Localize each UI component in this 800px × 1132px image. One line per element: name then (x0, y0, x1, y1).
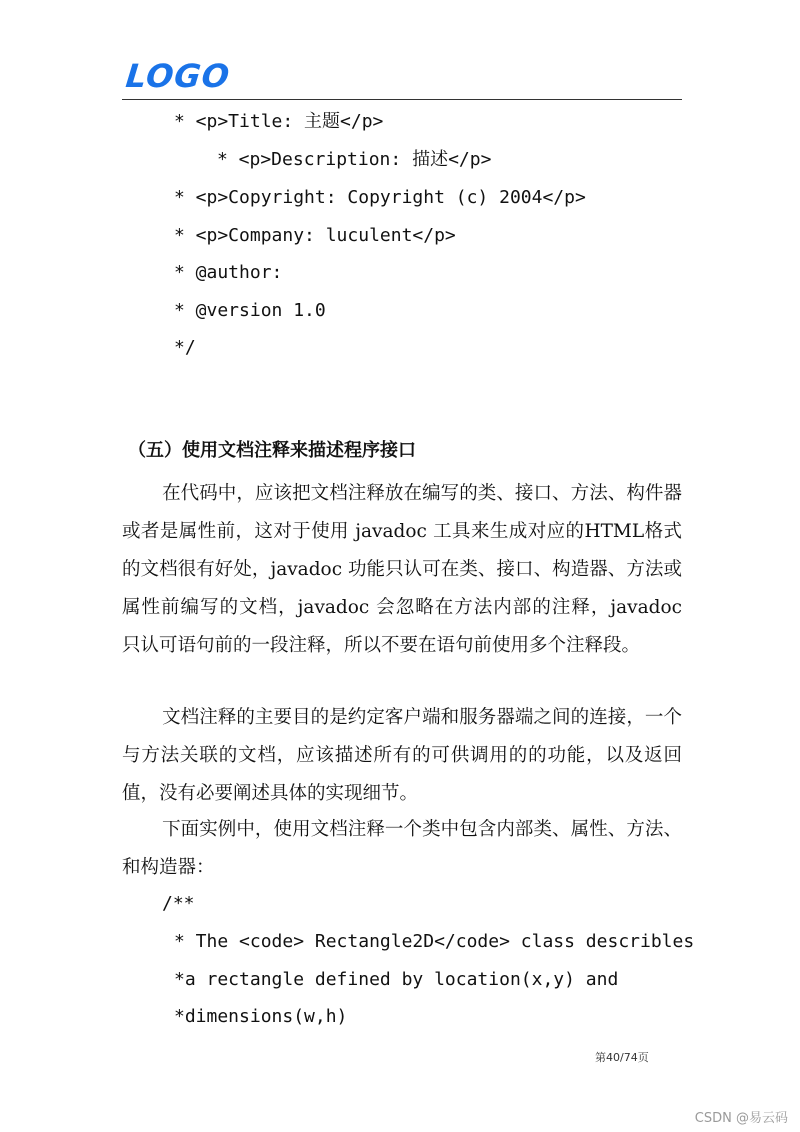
code-line: * <p>Copyright: Copyright (c) 2004</p> (174, 187, 586, 208)
header-rule (122, 99, 682, 100)
code-line: *a rectangle defined by location(x,y) and (174, 969, 619, 990)
paragraph-text: 下面实例中，使用文档注释一个类中包含内部类、属性、方法、和构造器： (122, 819, 682, 878)
watermark: CSDN @易云码 (694, 1111, 788, 1126)
code-line: */ (174, 337, 196, 358)
body-paragraph (122, 811, 682, 887)
header-logo: LOGO (124, 57, 232, 95)
code-line: * @version 1.0 (174, 300, 326, 321)
body-paragraph (122, 475, 682, 665)
code-line: *dimensions(w,h) (174, 1006, 348, 1027)
section-heading: （五）使用文档注释来描述程序接口 (128, 440, 416, 461)
code-line: /** (162, 893, 195, 914)
page-number: 第40/74页 (595, 1051, 649, 1064)
code-line: * The <code> Rectangle2D</code> class describles (174, 931, 695, 952)
body-paragraph (122, 699, 682, 813)
paragraph-text: 在代码中，应该把文档注释放在编写的类、接口、方法、构件器或者是属性前，这对于使用 javadoc 工具来生成对应的HTML格式的文档很有好处，javadoc 功能只认可在类、接口、构造器、方法或属性前编写的文档，javadoc 会忽略在方法内部的注释，javadoc 只认可语句前的一段注释，所以不要在语句前使用多个注释段。 (122, 483, 682, 656)
code-line: * <p>Title: 主题</p> (174, 111, 384, 132)
code-line: * @author: (174, 262, 283, 283)
code-line: * <p>Company: luculent</p> (174, 225, 456, 246)
paragraph-text: 文档注释的主要目的是约定客户端和服务器端之间的连接，一个与方法关联的文档，应该描述所有的可供调用的的功能，以及返回值，没有必要阐述具体的实现细节。 (122, 707, 682, 804)
code-line: * <p>Description: 描述</p> (217, 149, 492, 170)
